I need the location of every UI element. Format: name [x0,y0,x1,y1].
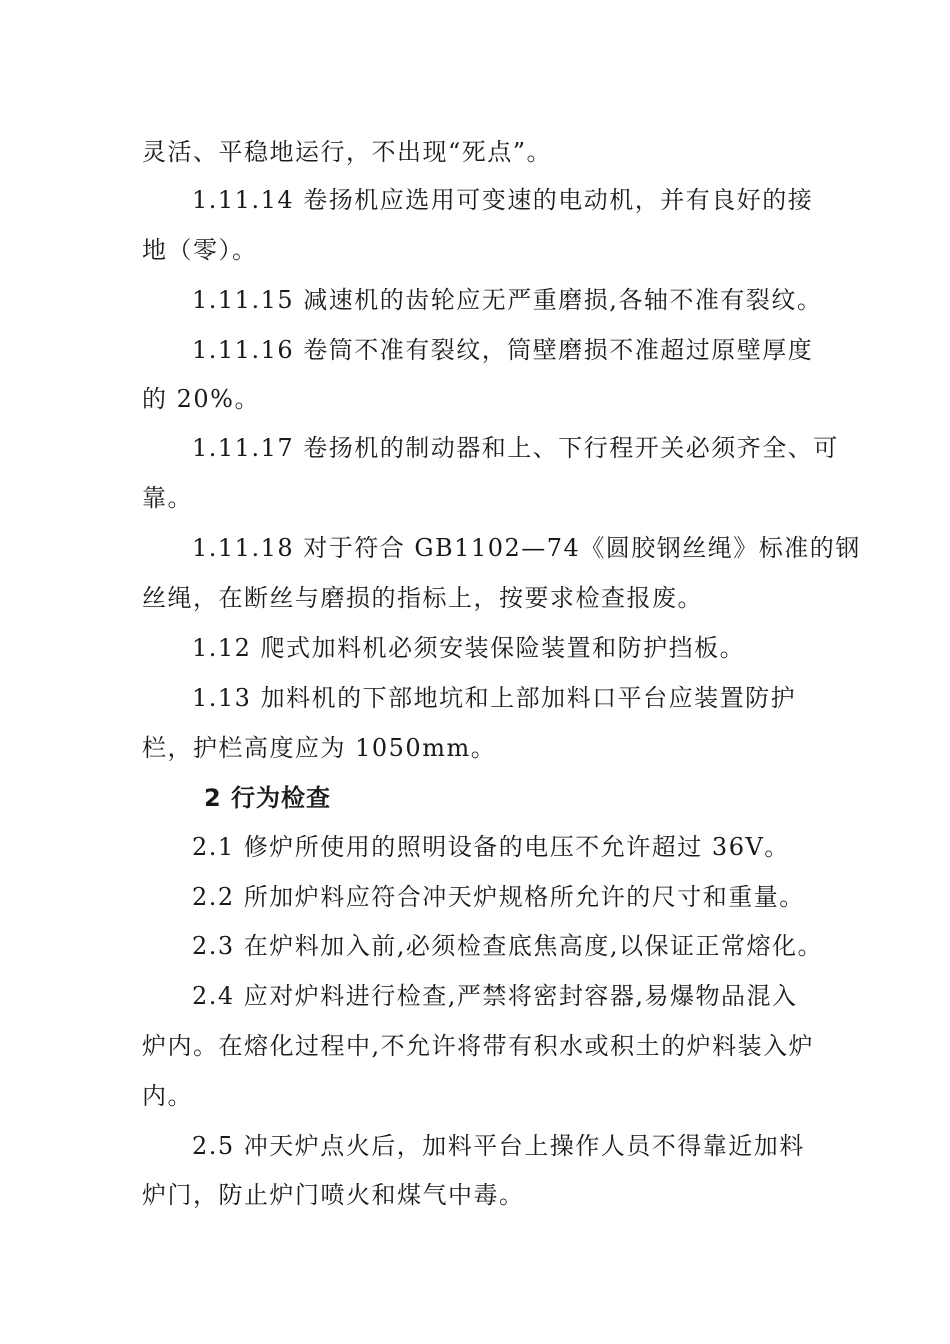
text-line: 丝绳，在断丝与磨损的指标上，按要求检查报废。 [142,584,703,612]
text-line: 1.11.17 卷扬机的制动器和上、下行程开关必须齐全、可 [192,434,839,462]
text-line: 1.11.16 卷筒不准有裂纹，筒壁磨损不准超过原壁厚度 [192,336,814,364]
text-line: 1.13 加料机的下部地坑和上部加料口平台应装置防护 [192,684,797,712]
text-line: 炉门，防止炉门喷火和煤气中毒。 [142,1181,525,1209]
text-line: 靠。 [142,484,193,512]
text-line: 1.12 爬式加料机必须安装保险装置和防护挡板。 [192,634,746,662]
text-line: 炉内。在熔化过程中,不允许将带有积水或积土的炉料装入炉 [142,1032,815,1060]
text-line: 1.11.18 对于符合 GB1102—74《圆胶钢丝绳》标准的钢 [192,534,861,562]
text-line: 1.11.15 减速机的齿轮应无严重磨损,各轴不准有裂纹。 [192,286,823,314]
text-line: 2.1 修炉所使用的照明设备的电压不允许超过 36V。 [192,833,790,861]
text-line: 2.3 在炉料加入前,必须检查底焦高度,以保证正常熔化。 [192,932,824,960]
text-line: 灵活、平稳地运行，不出现“死点”。 [142,138,553,166]
text-line: 2.4 应对炉料进行检查,严禁将密封容器,易爆物品混入 [192,982,798,1010]
section-heading: 2 行为检查 [204,784,332,812]
text-line: 内。 [142,1082,193,1110]
text-line: 地（零）。 [142,236,258,264]
text-line: 的 20%。 [142,385,260,413]
text-line: 2.5 冲天炉点火后，加料平台上操作人员不得靠近加料 [192,1132,805,1160]
text-line: 栏，护栏高度应为 1050mm。 [142,734,497,762]
text-line: 1.11.14 卷扬机应选用可变速的电动机，并有良好的接 [192,186,814,214]
text-line: 2.2 所加炉料应符合冲天炉规格所允许的尺寸和重量。 [192,883,805,911]
